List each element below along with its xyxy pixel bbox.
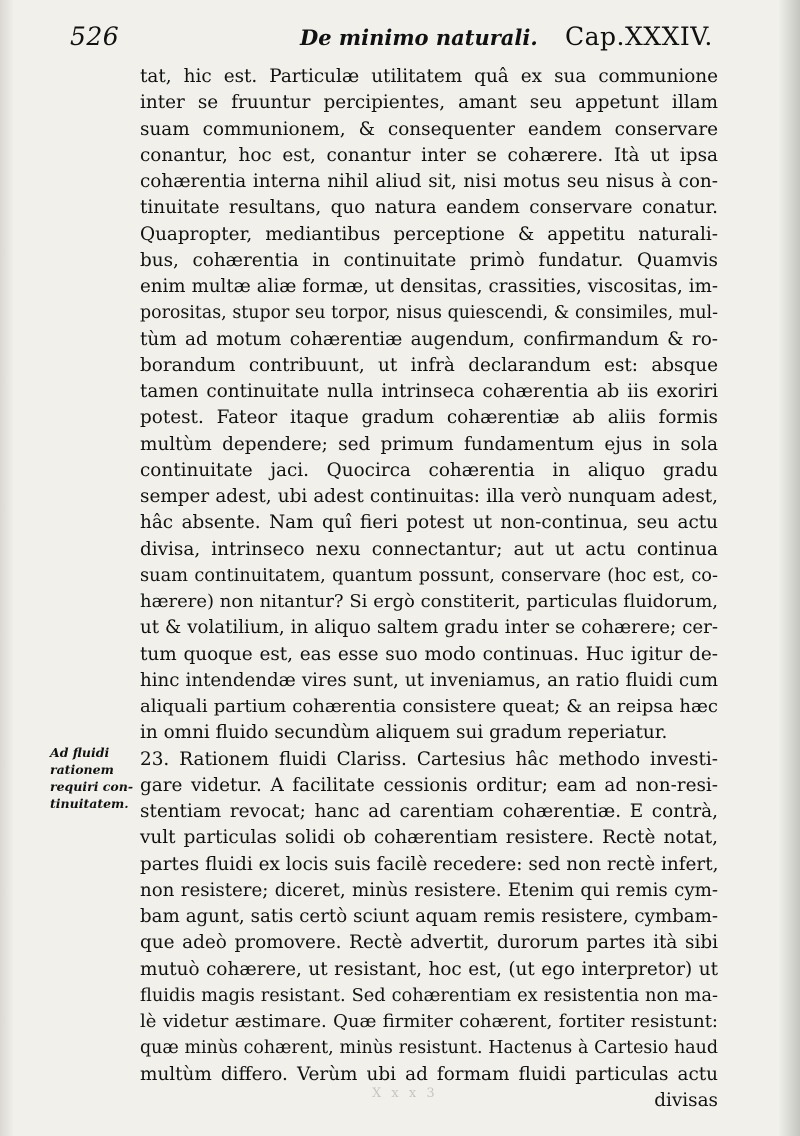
text-line: mutuò cohærere, ut resistant, hoc est, (ut ego interpretor) ut	[140, 958, 718, 980]
chapter-label: Cap.XXXIV.	[565, 22, 713, 51]
text-line: bam agunt, satis certò sciunt aquam remis resistere, cymbam-	[140, 906, 718, 927]
text-line: fluidis magis resistant. Sed cohærentiam ex resistentia non ma-	[140, 984, 718, 1006]
body-text	[140, 64, 718, 1114]
text-line: partes fluidi ex locis suis facilè recedere: sed non rectè infert,	[140, 853, 719, 875]
text-line: conantur, hoc est, conantur inter se cohærere. Ità ut ipsa	[140, 144, 718, 166]
text-line: tat, hic est. Particulæ utilitatem quâ ex sua communione	[140, 66, 718, 87]
text-line: stentiam revocat; hanc ad carentiam cohærentiæ. E contrà,	[140, 801, 718, 822]
text-line: borandum contribuunt, ut infrà declarandum est: absque	[140, 354, 718, 376]
margin-note	[50, 744, 142, 812]
text-line: tum quoque est, eas esse suo modo continuas. Huc igitur de-	[140, 643, 718, 665]
text-line: aliquali partium cohærentia consistere queat; & an reipsa hæc	[140, 696, 718, 717]
text-line: tùm ad motum cohærentiæ augendum, confirmandum & ro-	[140, 328, 718, 350]
text-line: enim multæ aliæ formæ, ut densitas, crassities, viscositas, im-	[140, 276, 718, 297]
page-header	[70, 22, 720, 62]
signature-mark: X x x 3	[372, 1086, 438, 1101]
text-line: lè videtur æstimare. Quæ firmiter cohærent, fortiter resistunt:	[140, 1011, 718, 1032]
catchword: divisas	[654, 1089, 718, 1111]
text-line: bus, cohærentia in continuitate primò fundatur. Quamvis	[140, 249, 718, 271]
paragraph-end-line: in omni fluido secundùm aliquem sui gradum reperiatur.	[140, 722, 668, 744]
text-line: hâc absente. Nam quî fieri potest ut non-continua, seu actu	[140, 512, 718, 534]
text-line: gare videtur. A facilitate cessionis orditur; eam ad non-resi-	[140, 774, 718, 796]
text-line: multùm dependere; sed primum fundamentum ejus in sola	[140, 433, 718, 455]
text-line: semper adest, ubi adest continuitas: illa verò nunquam adest,	[140, 486, 718, 507]
text-line: inter se fruuntur percipientes, amant seu appetunt illam	[140, 92, 718, 114]
text-line: hinc intendendæ vires sunt, ut inveniamus, an ratio fluidi cum	[140, 669, 718, 691]
text-line: hærere) non nitantur? Si ergò constiterit, particulas fluidorum,	[140, 591, 718, 612]
text-line: tamen continuitate nulla intrinseca cohærentia ab iis exoriri	[140, 381, 718, 402]
text-line: continuitate jaci. Quocirca cohærentia in aliquo gradu	[140, 459, 718, 481]
text-line: ut & volatilium, in aliquo saltem gradu inter se cohærere; cer-	[140, 617, 718, 639]
text-line: que adeò promovere. Rectè advertit, durorum partes ità sibi	[140, 932, 718, 954]
text-line: tinuitate resultans, quo natura eandem conservare conatur.	[140, 197, 718, 219]
text-line: quæ minùs cohærent, minùs resistunt. Hactenus à Cartesio haud	[140, 1038, 718, 1059]
text-line: vult particulas solidi ob cohærentiam resistere. Rectè notat,	[140, 827, 718, 849]
text-line: multùm differo. Verùm ubi ad formam fluidi particulas actu	[140, 1063, 718, 1085]
running-title: De minimo naturali.	[300, 25, 538, 50]
text-line: non resistere; diceret, minùs resistere. Etenim qui remis cym-	[140, 879, 718, 901]
margin-note-line: tinuitatem.	[50, 796, 129, 811]
text-line: cohærentia interna nihil aliud sit, nisi motus seu nisus à con-	[140, 171, 718, 192]
text-line: suam continuitatem, quantum possunt, conservare (hoc est, co-	[140, 564, 718, 586]
text-line: porositas, stupor seu torpor, nisus quiescendi, & consimiles, mul-	[140, 303, 718, 324]
text-line: divisa, intrinseco nexu connectantur; aut ut actu continua	[140, 538, 718, 560]
margin-note-line: requiri con-	[50, 779, 134, 794]
section-23-start-line: 23. Rationem fluidi Clariss. Cartesius hâc methodo investi-	[140, 748, 718, 770]
text-line: Quapropter, mediantibus perceptione & appetitu naturali-	[140, 223, 718, 245]
text-line: potest. Fateor itaque gradum cohærentiæ ab aliis formis	[140, 407, 718, 429]
margin-note-line: Ad fluidi	[50, 745, 110, 760]
page-number: 526	[70, 22, 120, 51]
page-edge-shadow	[778, 0, 800, 1136]
gutter-shadow	[0, 0, 14, 1136]
margin-note-line: rationem	[50, 762, 114, 777]
text-line: suam communionem, & consequenter eandem conservare	[140, 118, 718, 140]
